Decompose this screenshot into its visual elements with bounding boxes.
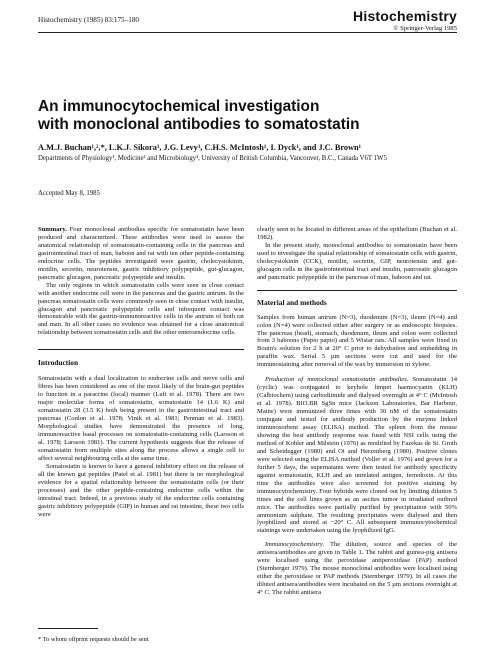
summary-label: Summary. — [38, 226, 67, 233]
footnote: * To whom offprint requests should be sent — [38, 636, 149, 643]
methods-heading: Material and methods — [257, 297, 327, 307]
summary-paragraph — [38, 226, 244, 282]
summary-text: Four monoclonal antibodies specific for somatostatin have been produced and characterized. These antibodies were used to assess the anatomical relationship of somatostatin-containing cells in the pancreas and gastrointestinal tract of man, baboon and rat with ten other peptide-containing endocrine cells. The peptides investigated were gastrin, cholecystokinin, motilin, secretin, neurotensin, gastric inhibitory polypeptide, gut-glucagon, pancreatic glucagon, pancreatic polypeptide and insulin. — [38, 226, 244, 281]
introduction-paragraph-2: Somatostatin is known to have a general inhibitory effect on the release of all the known gut peptides (Patel et al. 1981) but there is no morphological evidence for a spatial relationship between the somatostatin cells (or their processes) and the other peptide-containing endocrine cells within the intestinal tract. Indeed, in a previous study of the endocrine cells containing gastric inhibitory polypeptide (GIP) in human and rat intestine, these two cells were — [38, 462, 244, 518]
affiliations: Departments of Physiology¹, Medicine² and Microbiology³, University of British Columbia, Vancouver, B.C., Canada V6T 1W5 — [38, 155, 387, 162]
immunocytochemistry-label: Immunocytochemistry. — [265, 541, 325, 549]
introduction-heading: Introduction — [38, 358, 79, 368]
summary-paragraph-2: The only regions in which somatostatin cells were seen in close contact with another endocrine cell were in the pancreas and the gastric antrum. In the pancreas somatostatin cells were commonly seen in close contact with insulin, glucagon and pancreatic polypeptide cells and infrequent contact was demonstrable with the gastrin-immunoreactive cells in the antrum of both rat and man. In all other cases no evidence was obtained for a close anatomical relationship between somatostatin cells and the other enteroendocrine cells. — [38, 281, 244, 337]
title-line-1: An immunocytochemical investigation — [38, 98, 320, 115]
article-title — [38, 98, 458, 134]
production-paragraph — [257, 376, 457, 535]
title-line-2: with monoclonal antibodies to somatostatin — [38, 116, 360, 133]
methods-paragraph: Samples from human antrum (N=3), duodenum (N=3), ileum (N=4) and colon (N=4) were collected either after surgery or as endoscopic biopsies. The pancreas (head), stomach, duodenum, ileum and colon were collected from 3 baboons (Papio papio) and 5 Wistar rats. All samples were fixed in Bouin's solution for 2 h at 20° C prior to dehydration and embedding in paraffin wax. Serial 5 µm sections were cut and used for the immunostaining after removal of the wax by immersion in xylene. — [257, 313, 457, 369]
journal-citation: Histochemistry (1985) 83:175–180 — [38, 16, 140, 24]
introduction-paragraph-1: Somatostatin with a dual localization to endocrine cells and nerve cells and fibres has been considered as one of the most likely of the brain-gut peptides to function in a paracrine (local) manner (Luft et al. 1978). There are two major molecular forms of somatostatin, somatostatin 14 (1.6 K) and somatostatin 28 (3.5 K) both being present in the gastrointestinal tract and pancreas (Conlon et al. 1978; Vinik et al. 1981; Penman et al. 1983). Morphological studies have demonstrated the presence of long, immunoreactive basal processes on somatostatin-containing cells (Larsson et al. 1978; Larsson 1981). The current hypothesis suggests that the release of somatostatin from multiple sites along the process allows a single cell to affect several neighbouring cells at the same time. — [38, 375, 244, 462]
copyright-notice: © Springer-Verlag 1985 — [393, 25, 457, 32]
immunocytochemistry-text: The dilution, source and species of the antisera/antibodies are given in Table 1. The rabbit and guinea-pig antisera were localised using the peroxidase antiperoxidase (PAP) method (Sternberger 1979). The mouse monoclonal antibodies were localised using either the peroxidase or PAP methods (Sternberger 1979). In all cases the diluted antisera/antibodies were incubated on the 5 µm sections overnight at 4° C. The rabbit antisera — [257, 541, 457, 597]
journal-masthead — [353, 8, 457, 32]
right-column — [257, 226, 457, 597]
header-rule — [38, 32, 457, 33]
immunocytochemistry-paragraph — [257, 541, 457, 597]
accepted-date: Accepted May 8, 1985 — [38, 190, 100, 197]
body-paragraph: In the present study, monoclonal antibodies to somatostatin have been used to investigate the spatial relationship of somatostatin cells with gastrin, cholecystokinin (CCK), motilin, secretin, GIP, neurotensin and gut-glucagon cells in the gastrointestinal tract and insulin, pancreatic glucagon and pancreatic polypeptide in the pancreas of man, baboon and rat. — [257, 241, 457, 281]
body-paragraph: clearly seen to be located in different areas of the epithelium (Buchan et al. 1982). — [257, 226, 457, 241]
left-column — [38, 226, 244, 518]
production-text: Somatostatin 14 (cyclic) was conjugated to keyhole limpet haemocyanin (KLH) (Calbiochem) using carbodiimide and dialysed overnight at 4° C (McIntosh et al. 1978). BIO.BR SgSn mice (Jackson Laboratories, Bar Harbour, Maine) were immunized three times with 30 nM of the somatostatin conjugate and tested for antibody production by the enzyme linked immunosorbent assay (ELISA) method. The spleen from the mouse showing the best antibody response was fused with NSI cells using the method of Kohler and Milstein (1976) as modified by Fazekas de St. Groth and Scheidegger (1980) and Oi and Herzenberg (1980). Positive clones were selected using the ELISA method (Voller et al. 1976) and grown for a further 5 days, the supernatants were then tested for antibody specificity against somatostatin, KLH and an unrelated antigen, ferredoxin. At this time the antibodies were also screened for positive staining by immunocytochemistry. Four hybrids were cloned out by limiting dilution 5 times and the cell lines grown as an ascites tumor in irradiated outbred mice. The antibodies were partially purified by precipitation with 50% ammonium sulphate. The resulting precipitates were dialysed and then lyophilized and stored at −20° C. All subsequent immunocytochemical stainings were undertaken using the lyophilized IgG. — [257, 376, 458, 535]
footnote-rule — [38, 628, 98, 629]
production-label: Production of monoclonal somatostatin antibodies. — [265, 376, 409, 384]
journal-name: Histochemistry — [353, 8, 457, 24]
author-list: A.M.J. Buchan¹,²,*, L.K.J. Sikora³, J.G. Levy³, C.H.S. McIntosh¹, I. Dyck¹, and J.C. Brown¹ — [38, 143, 362, 152]
